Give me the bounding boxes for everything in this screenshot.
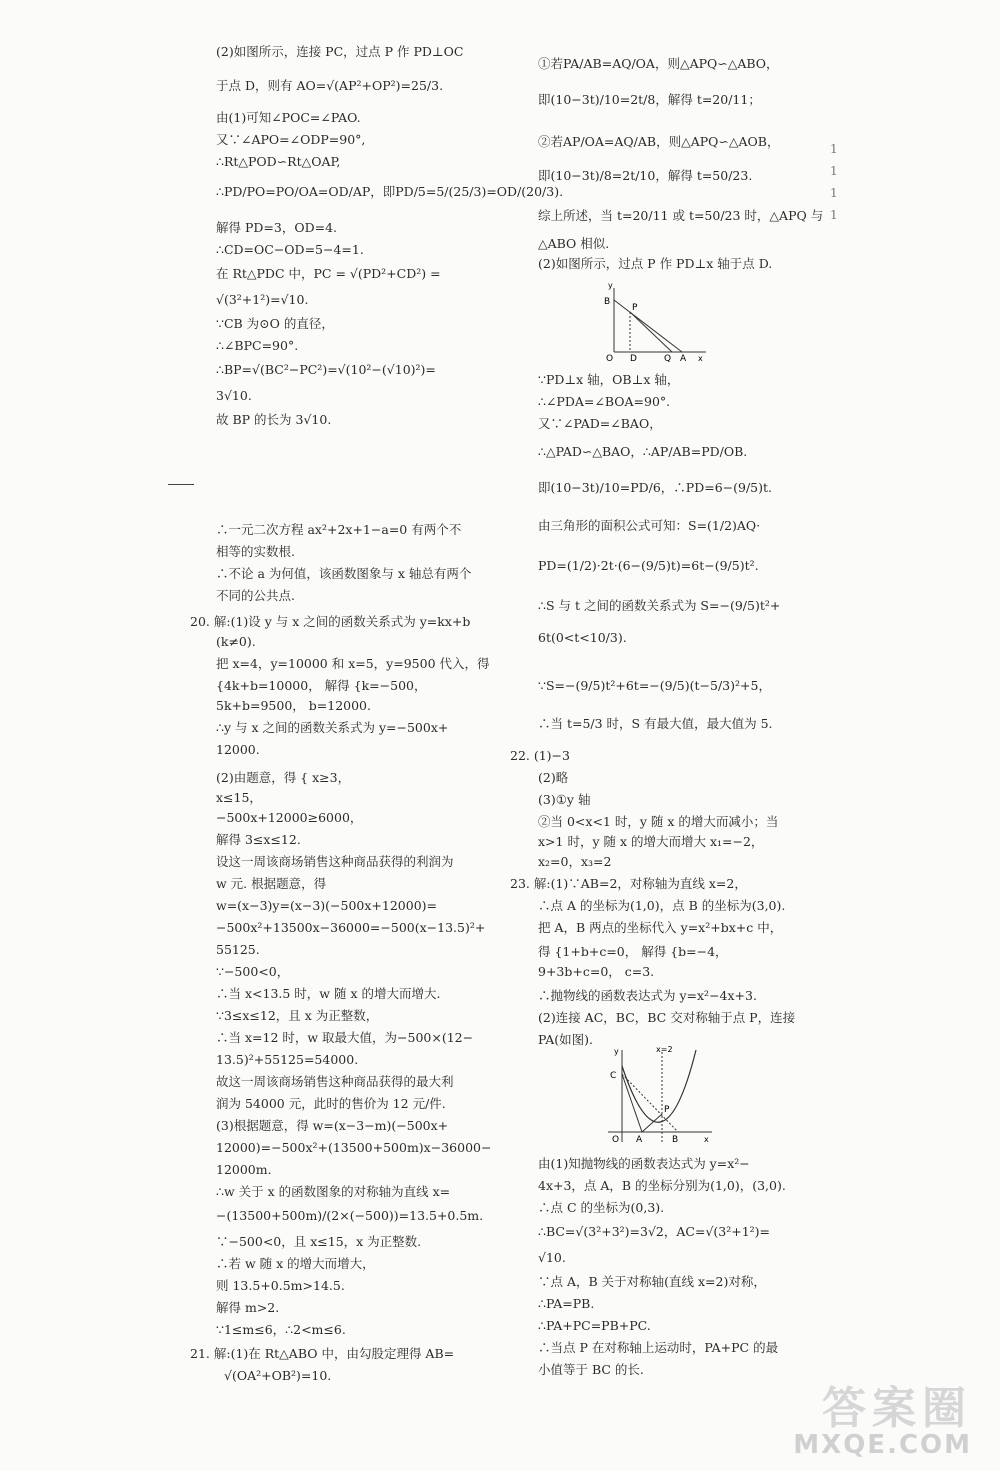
question-23: 23. 解:(1)∵AB=2，对称轴为直线 x=2，	[510, 876, 747, 891]
label-x: x	[704, 1135, 709, 1144]
label-D: D	[630, 354, 637, 362]
text-line: 解得 PD=3，OD=4.	[216, 220, 338, 235]
text-line: ∴PD/PO=PO/OA=OD/AP，即PD/5=5/(25/3)=OD/(20/3).	[216, 184, 564, 199]
section-divider	[168, 484, 194, 485]
text-line: 不同的公共点.	[216, 588, 295, 603]
label-A: A	[680, 354, 687, 362]
text-line: 由三角形的面积公式可知：S=(1/2)AQ·	[538, 518, 761, 533]
text-line: ∵1≤m≤6，∴2<m≤6.	[216, 1322, 346, 1337]
text-line: ∴当点 P 在对称轴上运动时，PA+PC 的最	[538, 1340, 779, 1355]
text-line: ∴∠PDA=∠BOA=90°.	[538, 394, 671, 409]
text-line: 解得 3≤x≤12.	[216, 832, 301, 847]
text-line: ∴Rt△POD∽Rt△OAP,	[216, 154, 341, 169]
text-line: (k≠0).	[216, 634, 256, 649]
label-x2: x=2	[656, 1046, 673, 1054]
text-line: ∴PA=PB.	[538, 1296, 595, 1311]
text-line: (2)如图所示，连接 PC，过点 P 作 PD⊥OC	[216, 44, 464, 59]
text-line: ∵−500<0，	[216, 964, 290, 979]
label-A: A	[636, 1135, 643, 1145]
label-B: B	[672, 1135, 679, 1145]
text-line: −500x+12000≥6000，	[216, 810, 363, 825]
question-22: 22. (1)−3	[510, 748, 570, 763]
text-line: 又∵∠APO=∠ODP=90°,	[216, 132, 366, 147]
text-line: 4x+3，点 A，B 的坐标分别为(1,0)，(3,0).	[538, 1178, 786, 1193]
text-line: x₂=0，x₃=2	[538, 854, 612, 869]
margin-mark: 1	[830, 164, 838, 178]
label-O: O	[606, 354, 614, 362]
question-21: 21. 解:(1)在 Rt△ABO 中，由勾股定理得 AB=	[190, 1346, 455, 1361]
text-line: △ABO 相似.	[538, 236, 610, 251]
text-line: √(3²+1²)=√10.	[216, 292, 309, 307]
figure-triangle-diagram	[600, 282, 710, 362]
text-line: 即(10−3t)/8=2t/10，解得 t=50/23.	[538, 168, 753, 183]
text-line: 55125.	[216, 942, 260, 957]
margin-mark: 1	[830, 208, 838, 222]
margin-mark: 1	[830, 142, 838, 156]
text-line: ∴△PAD∽△BAO，∴AP/AB=PD/OB.	[538, 444, 748, 459]
text-line: 设这一周该商场销售这种商品获得的利润为	[216, 854, 454, 869]
text-line: 12000m.	[216, 1162, 272, 1177]
text-line: 相等的实数根.	[216, 544, 295, 559]
text-line: 由(1)知抛物线的函数表达式为 y=x²−	[538, 1156, 750, 1171]
text-line: 6t(0<t<10/3).	[538, 630, 627, 645]
text-line: 得 {1+b+c=0， 解得 {b=−4，	[538, 944, 728, 959]
text-line: ①若PA/AB=AQ/OA，则△APQ∽△ABO，	[538, 56, 779, 71]
text-line: 5k+b=9500， b=12000.	[216, 698, 371, 713]
text-line: 故这一周该商场销售这种商品获得的最大利	[216, 1074, 454, 1089]
text-line: ∵3≤x≤12，且 x 为正整数，	[216, 1008, 379, 1023]
segment-PQ	[630, 312, 672, 352]
text-line: 润为 54000 元，此时的售价为 12 元/件.	[216, 1096, 446, 1111]
text-line: −500x²+13500x−36000=−500(x−13.5)²+	[216, 920, 486, 935]
text-line: (2)由题意，得 { x≥3，	[216, 770, 351, 785]
margin-mark: 1	[830, 186, 838, 200]
text-line: (2)如图所示，过点 P 作 PD⊥x 轴于点 D.	[538, 256, 773, 271]
text-line: 即(10−3t)/10=PD/6，∴PD=6−(9/5)t.	[538, 480, 772, 495]
text-line: w 元. 根据题意，得	[216, 876, 327, 891]
label-P: P	[664, 1105, 670, 1115]
text-line: ∵PD⊥x 轴，OB⊥x 轴，	[538, 372, 680, 387]
label-y: y	[608, 282, 613, 290]
text-line: ∴BP=√(BC²−PC²)=√(10²−(√10)²)=	[216, 362, 436, 377]
text-line: ∴PA+PC=PB+PC.	[538, 1318, 651, 1333]
text-line: 又∵∠PAD=∠BAO，	[538, 416, 662, 431]
text-line: ∴当 x<13.5 时，w 随 x 的增大而增大.	[216, 986, 441, 1001]
label-O: O	[612, 1135, 620, 1145]
text-line: ∴BC=√(3²+3²)=3√2，AC=√(3²+1²)=	[538, 1224, 771, 1239]
text-line: ∴抛物线的函数表达式为 y=x²−4x+3.	[538, 988, 757, 1003]
segment-CB	[622, 1074, 678, 1132]
text-line: ∴CD=OC−OD=5−4=1.	[216, 242, 364, 257]
text-line: 则 13.5+0.5m>14.5.	[216, 1278, 345, 1293]
text-line: 13.5)²+55125=54000.	[216, 1052, 359, 1067]
text-line: ∴w 关于 x 的函数图象的对称轴为直线 x=	[216, 1184, 451, 1199]
text-line: (2)略	[538, 770, 569, 785]
question-20: 20. 解:(1)设 y 与 x 之间的函数关系式为 y=kx+b	[190, 614, 471, 629]
text-line: −(13500+500m)/(2×(−500))=13.5+0.5m.	[216, 1208, 484, 1223]
text-line: 综上所述，当 t=20/11 或 t=50/23 时，△APQ 与	[538, 208, 824, 223]
text-line: ∴不论 a 为何值，该函数图象与 x 轴总有两个	[216, 566, 472, 581]
text-line: ∵点 A，B 关于对称轴(直线 x=2)对称，	[538, 1274, 766, 1289]
label-C: C	[610, 1071, 617, 1081]
text-line: 把 A，B 两点的坐标代入 y=x²+bx+c 中，	[538, 920, 783, 935]
text-line: {4k+b=10000， 解得 {k=−500，	[216, 678, 427, 693]
text-line: ∴S 与 t 之间的函数关系式为 S=−(9/5)t²+	[538, 598, 781, 613]
text-line: 在 Rt△PDC 中，PC = √(PD²+CD²) =	[216, 266, 441, 281]
label-P: P	[632, 303, 638, 313]
segment-AP	[642, 1114, 662, 1132]
text-line: ∴y 与 x 之间的函数关系式为 y=−500x+	[216, 720, 449, 735]
text-line: PD=(1/2)·2t·(6−(9/5)t)=6t−(9/5)t².	[538, 558, 759, 573]
label-x: x	[698, 354, 703, 362]
label-B: B	[604, 297, 611, 307]
text-line: (2)连接 AC，BC，BC 交对称轴于点 P，连接	[538, 1010, 796, 1025]
text-line: ∴一元二次方程 ax²+2x+1−a=0 有两个不	[216, 522, 462, 537]
label-Q: Q	[664, 354, 672, 362]
text-line: 由(1)可知∠POC=∠PAO.	[216, 110, 361, 125]
text-line: 把 x=4，y=10000 和 x=5，y=9500 代入，得	[216, 656, 490, 671]
figure-parabola-diagram	[600, 1046, 718, 1146]
text-line: 12000)=−500x²+(13500+500m)x−36000−	[216, 1140, 492, 1155]
text-line: ∴点 A 的坐标为(1,0)，点 B 的坐标为(3,0).	[538, 898, 786, 913]
text-line: 于点 D，则有 AO=√(AP²+OP²)=25/3.	[216, 78, 444, 93]
watermark-url: MXQE.COM	[793, 1430, 972, 1460]
watermark-logo: 答案圈	[822, 1383, 972, 1434]
text-line: ∴当 x=12 时，w 取最大值，为−500×(12−	[216, 1030, 474, 1045]
text-line: ∵−500<0，且 x≤15，x 为正整数.	[216, 1234, 422, 1249]
text-line: ∴若 w 随 x 的增大而增大，	[216, 1256, 375, 1271]
text-line: 12000.	[216, 742, 260, 757]
text-line: √10.	[538, 1250, 566, 1265]
label-y: y	[614, 1047, 619, 1056]
text-line: ∵S=−(9/5)t²+6t=−(9/5)(t−5/3)²+5，	[538, 678, 771, 693]
text-line: x≤15，	[216, 790, 262, 805]
text-line: 即(10−3t)/10=2t/8，解得 t=20/11；	[538, 92, 761, 107]
text-line: 故 BP 的长为 3√10.	[216, 412, 332, 427]
text-line: 解得 m>2.	[216, 1300, 280, 1315]
text-line: ②若AP/OA=AQ/AB，则△APQ∽△AOB，	[538, 134, 780, 149]
text-line: PA(如图).	[538, 1032, 594, 1047]
text-line: w=(x−3)y=(x−3)(−500x+12000)=	[216, 898, 438, 913]
segment-AB	[614, 300, 682, 352]
segment-CA	[622, 1074, 642, 1132]
text-line: (3)根据题意，得 w=(x−3−m)(−500x+	[216, 1118, 449, 1133]
text-line: √(OA²+OB²)=10.	[224, 1368, 332, 1383]
text-line: 9+3b+c=0， c=3.	[538, 964, 655, 979]
text-line: x>1 时，y 随 x 的增大而增大 x₁=−2，	[538, 834, 764, 849]
text-line: ∴当 t=5/3 时，S 有最大值，最大值为 5.	[538, 716, 773, 731]
text-line: ∴点 C 的坐标为(0,3).	[538, 1200, 665, 1215]
text-line: 小值等于 BC 的长.	[538, 1362, 644, 1377]
text-line: ②当 0<x<1 时，y 随 x 的增大而减小；当	[538, 814, 779, 829]
text-line: ∴∠BPC=90°.	[216, 338, 299, 353]
text-line: (3)①y 轴	[538, 792, 591, 807]
text-line: ∵CB 为⊙O 的直径，	[216, 316, 334, 331]
text-line: 3√10.	[216, 388, 252, 403]
